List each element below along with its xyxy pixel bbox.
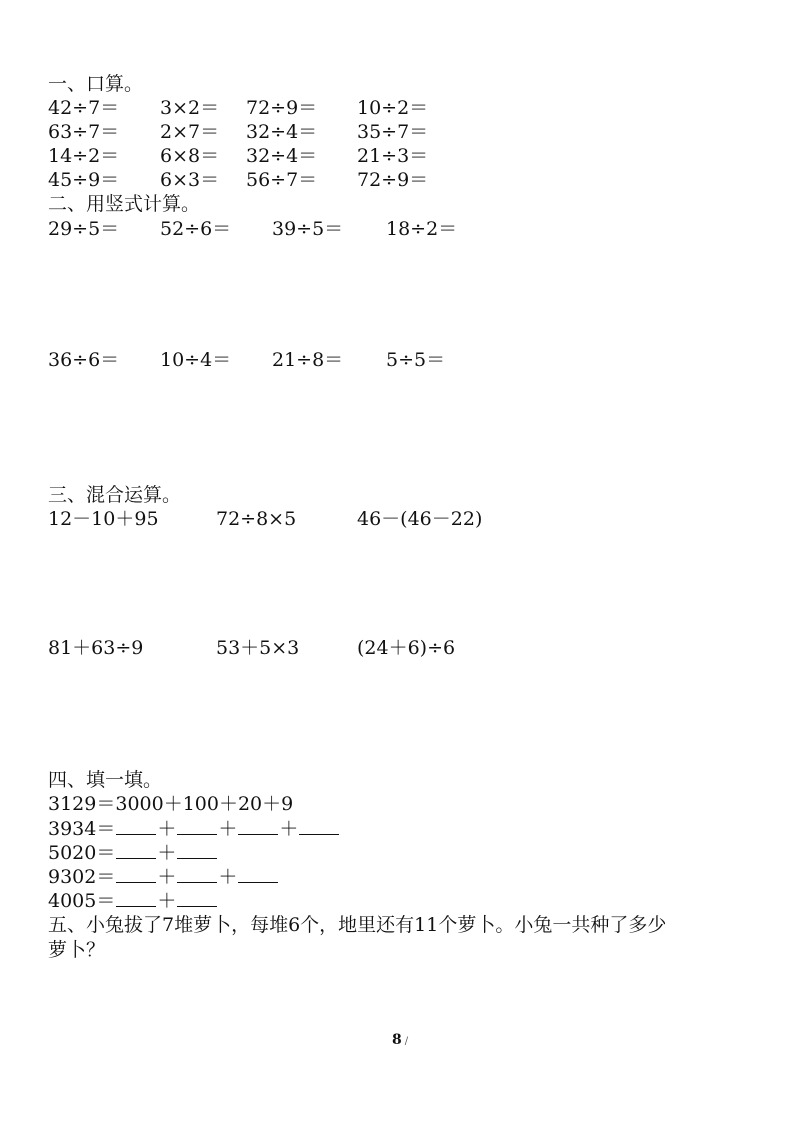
vertical-problem: 5÷5＝ <box>386 349 446 371</box>
fill-item <box>48 864 279 889</box>
fill-item <box>48 888 218 913</box>
oral-problem: 72÷9＝ <box>357 169 429 191</box>
section4-heading: 四、填一填。 <box>48 769 163 791</box>
oral-problem: 32÷4＝ <box>246 145 318 167</box>
oral-problem: 21÷3＝ <box>357 145 429 167</box>
oral-problem: 35÷7＝ <box>357 121 429 143</box>
fill-number: 4005＝ <box>48 890 116 912</box>
plus-sign: ＋ <box>157 842 177 864</box>
vertical-problem: 10÷4＝ <box>160 349 232 371</box>
fill-example: 3129＝3000＋100＋20＋9 <box>48 793 294 815</box>
answer-blank[interactable] <box>238 816 278 835</box>
plus-sign: ＋ <box>279 818 299 840</box>
oral-problem: 6×3＝ <box>160 169 220 191</box>
plus-sign: ＋ <box>218 866 238 888</box>
oral-problem: 42÷7＝ <box>48 97 120 119</box>
plus-sign: ＋ <box>157 818 177 840</box>
oral-problem: 6×8＝ <box>160 145 220 167</box>
vertical-problem: 18÷2＝ <box>386 218 458 240</box>
vertical-problem: 36÷6＝ <box>48 349 120 371</box>
answer-blank[interactable] <box>116 816 156 835</box>
vertical-problem: 52÷6＝ <box>160 218 232 240</box>
mixed-problem: 46－(46－22) <box>357 508 483 530</box>
answer-blank[interactable] <box>177 816 217 835</box>
oral-problem: 10÷2＝ <box>357 97 429 119</box>
plus-sign: ＋ <box>157 866 177 888</box>
mixed-problem: 81＋63÷9 <box>48 637 144 659</box>
page-number-value: 8 <box>391 1032 402 1048</box>
mixed-problem: 12－10＋95 <box>48 508 159 530</box>
answer-blank[interactable] <box>177 840 217 859</box>
oral-problem: 3×2＝ <box>160 97 220 119</box>
word-problem-line2: 萝卜？ <box>48 939 106 961</box>
oral-problem: 2×7＝ <box>160 121 220 143</box>
mixed-problem: 53＋5×3 <box>216 637 300 659</box>
answer-blank[interactable] <box>177 888 217 907</box>
page-separator: / <box>404 1036 409 1047</box>
fill-number: 5020＝ <box>48 842 116 864</box>
fill-item <box>48 840 218 865</box>
vertical-problem: 21÷8＝ <box>272 349 344 371</box>
fill-item <box>48 816 340 841</box>
plus-sign: ＋ <box>218 818 238 840</box>
section3-heading: 三、混合运算。 <box>48 484 182 506</box>
page-number <box>0 1032 800 1048</box>
section1-heading: 一、口算。 <box>48 73 144 95</box>
fill-number: 3934＝ <box>48 818 116 840</box>
oral-problem: 45÷9＝ <box>48 169 120 191</box>
answer-blank[interactable] <box>238 864 278 883</box>
oral-problem: 32÷4＝ <box>246 121 318 143</box>
answer-blank[interactable] <box>116 888 156 907</box>
plus-sign: ＋ <box>157 890 177 912</box>
vertical-problem: 29÷5＝ <box>48 218 120 240</box>
vertical-problem: 39÷5＝ <box>272 218 344 240</box>
answer-blank[interactable] <box>177 864 217 883</box>
word-problem-line1: 五、小兔拔了7堆萝卜，每堆6个，地里还有11个萝卜。小兔一共种了多少 <box>48 914 667 936</box>
answer-blank[interactable] <box>299 816 339 835</box>
mixed-problem: 72÷8×5 <box>216 508 297 530</box>
oral-problem: 72÷9＝ <box>246 97 318 119</box>
fill-number: 9302＝ <box>48 866 116 888</box>
oral-problem: 56÷7＝ <box>246 169 318 191</box>
answer-blank[interactable] <box>116 864 156 883</box>
answer-blank[interactable] <box>116 840 156 859</box>
section2-heading: 二、用竖式计算。 <box>48 193 201 215</box>
oral-problem: 14÷2＝ <box>48 145 120 167</box>
oral-problem: 63÷7＝ <box>48 121 120 143</box>
mixed-problem: (24＋6)÷6 <box>357 637 456 659</box>
